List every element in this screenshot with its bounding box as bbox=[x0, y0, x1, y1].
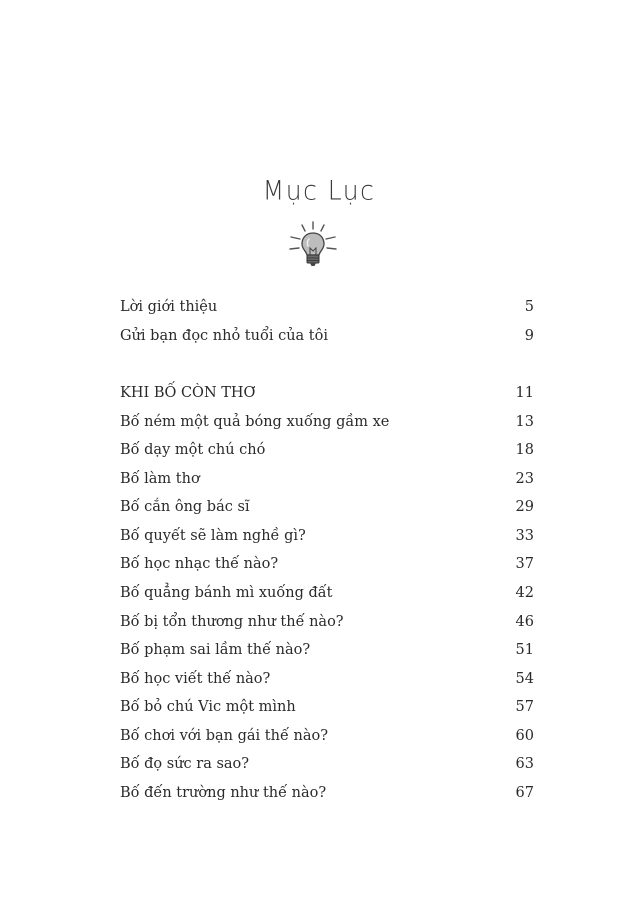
toc-entry-title: Bố học nhạc thế nào? bbox=[120, 556, 279, 572]
toc-entry[interactable] bbox=[120, 525, 534, 547]
toc-entry-page: 63 bbox=[515, 756, 534, 772]
toc-entry[interactable] bbox=[120, 582, 534, 604]
toc-entry-title: Bố dạy một chú chó bbox=[120, 442, 266, 458]
toc-entry-page: 29 bbox=[515, 499, 534, 515]
toc-entry-title: Bố quyết sẽ làm nghề gì? bbox=[120, 528, 306, 544]
toc-entry-page: 46 bbox=[515, 614, 534, 630]
toc-entry[interactable] bbox=[120, 553, 534, 575]
toc-entry-page: 60 bbox=[515, 728, 534, 744]
toc-entry-page: 54 bbox=[515, 671, 534, 687]
toc-entry[interactable] bbox=[120, 753, 534, 775]
toc-entry-title: Lời giới thiệu bbox=[120, 299, 218, 315]
toc-entry-title: Bố chơi với bạn gái thế nào? bbox=[120, 728, 328, 744]
toc-entry[interactable] bbox=[120, 411, 534, 433]
toc-entry-page: 18 bbox=[515, 442, 534, 458]
toc-section-heading[interactable] bbox=[120, 382, 534, 404]
toc-entry-page: 33 bbox=[515, 528, 534, 544]
toc-entry-page: 51 bbox=[515, 642, 534, 658]
toc-entry-page: 9 bbox=[524, 328, 534, 344]
toc-entry-title: Bố cắn ông bác sĩ bbox=[120, 499, 250, 515]
toc-entry-title: Gửi bạn đọc nhỏ tuổi của tôi bbox=[120, 328, 328, 344]
toc-entry-title: Bố quẳng bánh mì xuống đất bbox=[120, 585, 333, 601]
toc-entry[interactable] bbox=[120, 296, 534, 318]
lightbulb-icon bbox=[287, 220, 339, 272]
toc-entry-page: 42 bbox=[515, 585, 534, 601]
toc-entry-title: Bố làm thơ bbox=[120, 471, 200, 487]
page-title: Mục Lục bbox=[262, 174, 376, 207]
toc-entry-page: 11 bbox=[515, 385, 534, 401]
toc-entry-title: Bố phạm sai lầm thế nào? bbox=[120, 642, 311, 658]
toc-entry-title: Bố ném một quả bóng xuống gầm xe bbox=[120, 414, 390, 430]
toc-entry[interactable] bbox=[120, 668, 534, 690]
toc-entry-page: 5 bbox=[524, 299, 534, 315]
toc-entry-page: 67 bbox=[515, 785, 534, 801]
toc-entry-title: Bố bị tổn thương như thế nào? bbox=[120, 614, 344, 630]
toc-entry-page: 57 bbox=[515, 699, 534, 715]
toc-entry[interactable] bbox=[120, 725, 534, 747]
toc-entry[interactable] bbox=[120, 782, 534, 804]
toc-entry-title: Bố đọ sức ra sao? bbox=[120, 756, 250, 772]
toc-entry[interactable] bbox=[120, 639, 534, 661]
toc-entry-page: 13 bbox=[515, 414, 534, 430]
toc-entry[interactable] bbox=[120, 439, 534, 461]
toc-entry-title: Bố bỏ chú Vic một mình bbox=[120, 699, 296, 715]
toc-entry[interactable] bbox=[120, 496, 534, 518]
toc-entry-title: Bố học viết thế nào? bbox=[120, 671, 271, 687]
toc-entry[interactable] bbox=[120, 325, 534, 347]
toc-entry[interactable] bbox=[120, 611, 534, 633]
toc-entry-title: Bố đến trường như thế nào? bbox=[120, 785, 327, 801]
toc-entry[interactable] bbox=[120, 696, 534, 718]
toc-entry-page: 37 bbox=[515, 556, 534, 572]
toc-entry-title: KHI BỐ CÒN THƠ bbox=[120, 385, 256, 401]
toc-entry-page: 23 bbox=[515, 471, 534, 487]
toc-entry[interactable] bbox=[120, 468, 534, 490]
